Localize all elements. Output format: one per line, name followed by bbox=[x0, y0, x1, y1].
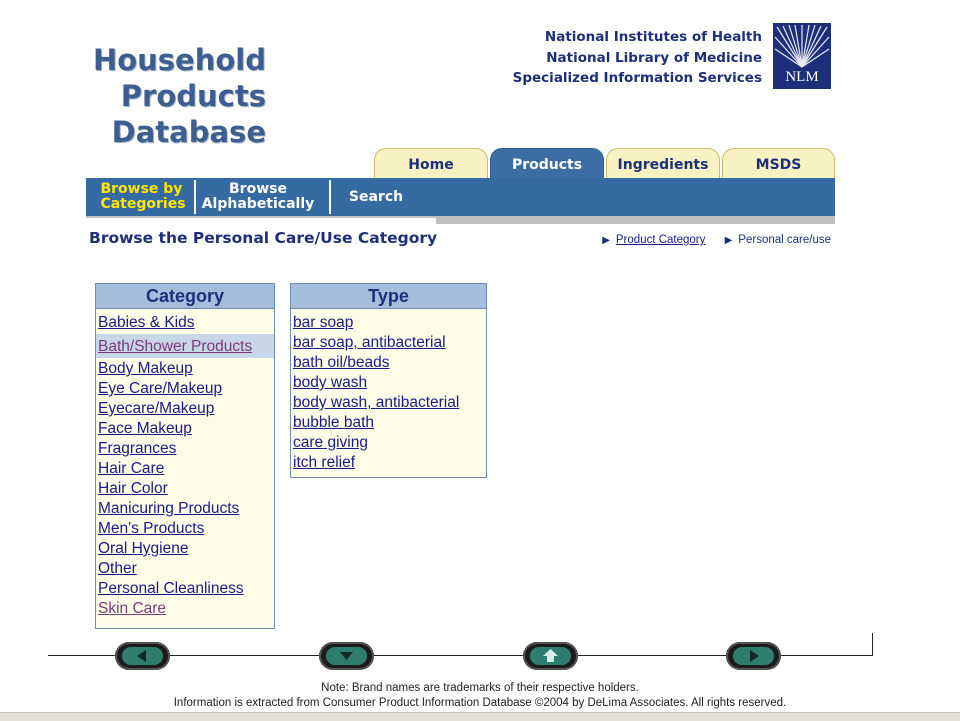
list-item bbox=[96, 479, 274, 499]
list-item bbox=[96, 419, 274, 439]
footer-divider-end bbox=[872, 633, 873, 656]
list-item bbox=[96, 559, 274, 579]
category-list bbox=[96, 309, 274, 619]
org-line-2: National Library of Medicine bbox=[546, 49, 762, 66]
copyright-note: Information is extracted from Consumer Product Information Database ©2004 by DeLima Associates. All rights reserved. bbox=[173, 697, 787, 709]
category-link[interactable]: Face Makeup bbox=[98, 420, 192, 437]
list-item bbox=[96, 459, 274, 479]
tab-home[interactable]: Home bbox=[374, 148, 488, 178]
type-header: Type bbox=[291, 284, 486, 309]
type-link[interactable]: bar soap bbox=[293, 314, 354, 331]
arrow-up-icon bbox=[523, 642, 578, 670]
list-item bbox=[96, 519, 274, 539]
category-link[interactable]: Manicuring Products bbox=[98, 500, 240, 517]
list-item bbox=[291, 413, 486, 433]
type-link[interactable]: itch relief bbox=[293, 454, 356, 471]
trademark-note: Note: Brand names are trademarks of their respective holders. bbox=[321, 682, 639, 694]
tab-msds[interactable]: MSDS bbox=[722, 148, 835, 178]
arrow-left-icon bbox=[115, 642, 170, 670]
list-item bbox=[291, 433, 486, 453]
breadcrumb-product-category[interactable]: Product Category bbox=[615, 234, 706, 246]
breadcrumb-personal-care: Personal care/use bbox=[738, 234, 831, 246]
list-item bbox=[96, 379, 274, 399]
page-title: Browse the Personal Care/Use Category bbox=[89, 229, 438, 247]
nav-browse-by-categories-line2: Categories bbox=[100, 196, 186, 212]
tab-ingredients[interactable]: Ingredients bbox=[606, 148, 720, 178]
list-item bbox=[96, 399, 274, 419]
site-logo bbox=[86, 42, 266, 150]
category-link[interactable]: Hair Color bbox=[98, 480, 168, 497]
logo-line-1: Household bbox=[92, 43, 266, 77]
nav-search[interactable]: Search bbox=[348, 188, 404, 205]
sub-navigation-bar bbox=[86, 178, 835, 218]
list-item bbox=[96, 334, 274, 358]
category-header: Category bbox=[96, 284, 274, 309]
nav-browse-by-categories[interactable] bbox=[94, 178, 192, 216]
list-item bbox=[291, 393, 486, 413]
org-line-1: National Institutes of Health bbox=[544, 29, 762, 45]
down-button[interactable] bbox=[319, 642, 374, 670]
next-button[interactable] bbox=[726, 642, 781, 670]
category-link[interactable]: Men's Products bbox=[98, 520, 205, 537]
list-item bbox=[291, 373, 486, 393]
type-link[interactable]: body wash, antibacterial bbox=[293, 394, 460, 411]
type-link[interactable]: bar soap, antibacterial bbox=[293, 334, 446, 351]
list-item bbox=[96, 359, 274, 379]
breadcrumb bbox=[602, 234, 831, 246]
list-item bbox=[96, 499, 274, 519]
category-link[interactable]: Other bbox=[98, 560, 137, 577]
logo-line-2: Products bbox=[120, 79, 266, 113]
nav-bar-shadow-right bbox=[436, 218, 835, 224]
list-item bbox=[96, 313, 274, 333]
list-item bbox=[96, 579, 274, 599]
breadcrumb-arrow-icon: ▶ bbox=[602, 235, 610, 246]
type-link[interactable]: body wash bbox=[293, 374, 368, 391]
list-item bbox=[291, 353, 486, 373]
nav-browse-alphabetically-line1: Browse bbox=[229, 181, 287, 197]
list-item bbox=[96, 439, 274, 459]
category-link[interactable]: Personal Cleanliness bbox=[98, 580, 244, 597]
previous-button[interactable] bbox=[115, 642, 170, 670]
category-link[interactable]: Babies & Kids bbox=[98, 314, 195, 331]
type-link[interactable]: bubble bath bbox=[293, 414, 375, 431]
category-link[interactable]: Eye Care/Makeup bbox=[98, 380, 223, 397]
nav-browse-alphabetically-line2: Alphabetically bbox=[201, 196, 315, 212]
category-link[interactable]: Oral Hygiene bbox=[98, 540, 189, 557]
breadcrumb-arrow-icon: ▶ bbox=[724, 235, 733, 246]
category-link-selected[interactable]: Bath/Shower Products bbox=[98, 338, 253, 355]
nlm-logo-text: NLM bbox=[785, 69, 819, 85]
nav-browse-alphabetically[interactable] bbox=[198, 178, 318, 216]
nav-divider bbox=[194, 180, 196, 214]
list-item bbox=[291, 453, 486, 473]
list-item bbox=[96, 599, 274, 619]
tab-products[interactable]: Products bbox=[490, 148, 604, 178]
category-link[interactable]: Skin Care bbox=[98, 600, 167, 617]
category-link[interactable]: Fragrances bbox=[98, 440, 177, 457]
nlm-logo[interactable] bbox=[773, 23, 831, 89]
org-header bbox=[513, 27, 762, 89]
arrow-right-icon bbox=[726, 642, 781, 670]
nav-browse-by-categories-line1: Browse by bbox=[100, 181, 183, 197]
category-link[interactable]: Hair Care bbox=[98, 460, 165, 477]
type-list bbox=[291, 309, 486, 473]
nav-divider bbox=[329, 180, 331, 214]
list-item bbox=[291, 313, 486, 333]
logo-line-3: Database bbox=[111, 115, 266, 149]
list-item bbox=[291, 333, 486, 353]
org-line-3: Specialized Information Services bbox=[512, 70, 762, 86]
type-link[interactable]: care giving bbox=[293, 434, 368, 451]
type-link[interactable]: bath oil/beads bbox=[293, 354, 390, 371]
category-link[interactable]: Body Makeup bbox=[98, 360, 193, 377]
arrow-down-icon bbox=[319, 642, 374, 670]
up-button[interactable] bbox=[523, 642, 578, 670]
type-panel bbox=[290, 283, 487, 478]
list-item bbox=[96, 539, 274, 559]
category-link[interactable]: Eyecare/Makeup bbox=[98, 400, 215, 417]
category-panel bbox=[95, 283, 275, 629]
